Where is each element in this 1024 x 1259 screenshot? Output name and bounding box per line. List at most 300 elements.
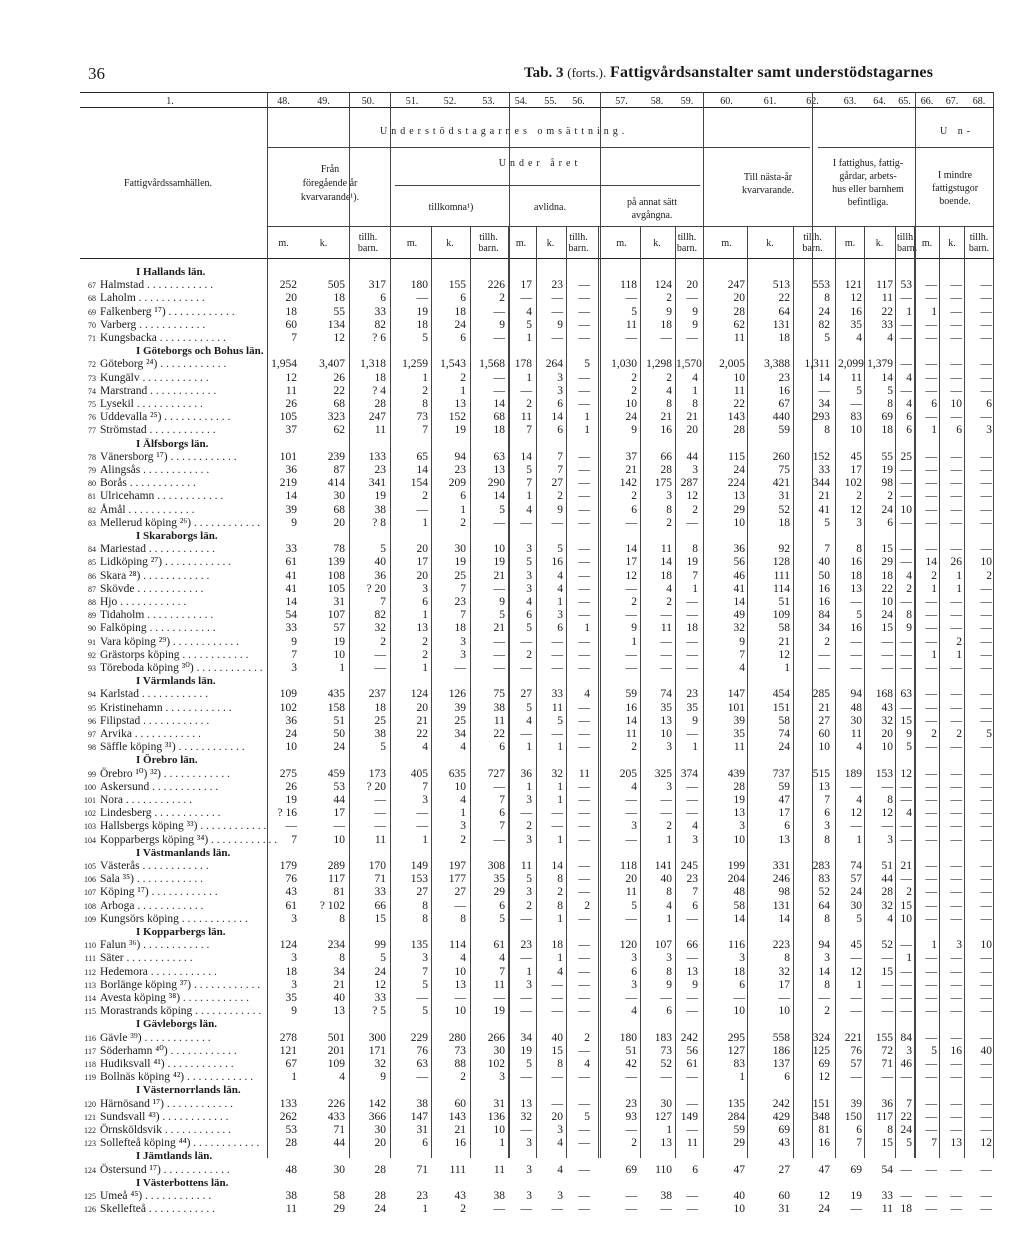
table-cell: 83 <box>733 1058 745 1070</box>
table-cell: 36 <box>881 1097 893 1110</box>
row-number: 86 <box>88 571 96 581</box>
table-cell: 17 <box>778 807 790 820</box>
row-name: Mariestad . . . . . . . . . . . . <box>100 543 215 556</box>
table-cell: — <box>925 912 937 925</box>
table-cell: 1 <box>422 833 428 846</box>
table-cell: 76 <box>416 1044 428 1057</box>
table-cell: 3,388 <box>764 358 790 371</box>
table-cell: 16 <box>625 701 637 714</box>
table-cell: — <box>925 688 937 701</box>
table-cell: 433 <box>327 1110 345 1123</box>
table-cell: 82 <box>374 609 386 622</box>
table-cell: 18 <box>333 292 345 305</box>
table-cell: 69 <box>625 1163 637 1176</box>
table-cell: — <box>900 384 912 397</box>
table-cell: 18 <box>881 424 893 437</box>
table-cell: 1 <box>422 1203 428 1216</box>
table-cell: 9 <box>380 1071 386 1084</box>
table-cell: 7 <box>692 569 698 582</box>
table-cell: 3 <box>422 582 428 595</box>
table-cell: 34 <box>520 1031 532 1044</box>
row-name: Lidköping ²⁷) . . . . . . . . . . . . <box>100 556 232 569</box>
table-cell: 221 <box>844 1031 862 1044</box>
row-name: Uddevalla ²⁵) . . . . . . . . . . . . <box>100 411 231 424</box>
table-cell: — <box>493 833 505 846</box>
table-cell: 10 <box>733 1203 745 1216</box>
table-cell: 121 <box>279 1044 297 1057</box>
table-cell: 27 <box>454 886 466 899</box>
column-divider <box>508 226 509 1158</box>
table-cell: 3 <box>666 741 672 754</box>
table-cell: 2 <box>692 503 698 516</box>
table-cell: 5 <box>986 728 992 740</box>
table-cell: 56 <box>686 1044 698 1057</box>
table-cell: 264 <box>545 358 563 371</box>
table-cell: — <box>551 1071 563 1084</box>
table-cell: 7 <box>824 543 830 556</box>
table-cell: 75 <box>778 464 790 476</box>
table-cell: 5 <box>499 503 505 516</box>
table-cell: 8 <box>557 899 563 912</box>
table-cell: — <box>925 1203 937 1216</box>
table-cell: 20 <box>374 1137 386 1150</box>
row-name: Filipstad . . . . . . . . . . . . <box>100 714 210 727</box>
table-cell: 38 <box>285 1190 297 1202</box>
table-cell: — <box>551 662 563 674</box>
table-cell: — <box>925 701 937 714</box>
section-heading: I Älfsborgs län. <box>136 437 209 450</box>
table-cell: 1 <box>906 305 912 318</box>
table-cell: 31 <box>333 596 345 608</box>
row-number: 108 <box>84 901 96 911</box>
table-cell: 1 <box>557 741 563 754</box>
table-cell: 55 <box>881 450 893 463</box>
table-cell: — <box>493 992 505 1004</box>
table-cell: 7 <box>499 965 505 978</box>
table-cell: 24 <box>778 741 790 754</box>
table-cell: 32 <box>551 767 563 780</box>
table-cell: 5 <box>931 1044 937 1057</box>
table-cell: 158 <box>327 701 345 714</box>
header-tillh: tillh. <box>897 232 916 243</box>
table-cell: 4 <box>499 952 505 965</box>
table-cell: 124 <box>279 939 297 952</box>
table-cell: 6 <box>692 1163 698 1176</box>
table-cell: 300 <box>368 1031 386 1044</box>
tillkomna-header: tillkomna¹) <box>428 202 474 213</box>
table-cell: 283 <box>812 860 830 872</box>
table-cell: 126 <box>448 688 466 701</box>
table-cell: 58 <box>778 622 790 635</box>
table-cell: 10 <box>733 371 745 384</box>
table-cell: 133 <box>368 450 386 463</box>
row-name: Arvika . . . . . . . . . . . . <box>100 728 201 740</box>
table-cell: 11 <box>520 860 532 872</box>
row-name: Skövde . . . . . . . . . . . . <box>100 582 204 595</box>
table-cell: 8 <box>887 398 893 410</box>
table-cell: 13 <box>333 1005 345 1018</box>
table-cell: 8 <box>824 292 830 305</box>
table-cell: 2 <box>526 398 532 410</box>
table-cell: 1 <box>956 582 962 595</box>
table-cell: 142 <box>619 477 637 490</box>
table-cell: 21 <box>454 1124 466 1136</box>
row-name: Lindesberg . . . . . . . . . . . . <box>100 807 221 820</box>
table-cell: 64 <box>818 899 830 912</box>
table-cell: 7 <box>692 886 698 899</box>
till-nasta-header: kvarvarande. <box>742 185 794 196</box>
row-name: Östersund ¹⁷) . . . . . . . . . . . . <box>100 1163 230 1176</box>
section-heading: I Skaraborgs län. <box>136 530 218 542</box>
table-cell: 48 <box>733 886 745 899</box>
table-cell: 6 <box>631 503 637 516</box>
table-cell: 47 <box>733 1163 745 1176</box>
table-cell: — <box>925 1031 937 1044</box>
table-cell: 115 <box>728 450 745 463</box>
table-cell: — <box>925 1097 937 1110</box>
table-cell: 6 <box>784 820 790 833</box>
table-cell: 45 <box>850 450 862 463</box>
table-cell: 5 <box>557 543 563 556</box>
row-number: 78 <box>88 452 96 462</box>
table-cell: 10 <box>900 503 912 516</box>
table-cell: 2 <box>666 371 672 384</box>
mindre-header: boende. <box>939 196 971 207</box>
table-cell: — <box>578 464 590 476</box>
table-cell: 38 <box>660 1190 672 1202</box>
row-name: Falköping . . . . . . . . . . . . <box>100 622 216 635</box>
table-cell: — <box>551 992 563 1004</box>
table-cell: 35 <box>686 701 698 714</box>
table-cell: 60 <box>454 1097 466 1110</box>
table-cell: 26 <box>950 556 962 569</box>
table-cell: 99 <box>374 939 386 952</box>
table-cell: 10 <box>493 543 505 556</box>
column-divider <box>536 226 537 1158</box>
group-header-u: U n- <box>940 126 975 137</box>
table-cell: 33 <box>881 1190 893 1202</box>
table-cell: — <box>778 992 790 1004</box>
table-cell: — <box>733 992 745 1004</box>
table-cell: — <box>551 332 563 344</box>
annat-header: avgångna. <box>631 210 673 221</box>
table-cell: 1 <box>526 741 532 754</box>
table-cell: — <box>520 662 532 674</box>
table-cell: 31 <box>493 1097 505 1110</box>
table-cell: 19 <box>374 490 386 503</box>
table-cell: — <box>578 305 590 318</box>
row-name: Skara ²⁸) . . . . . . . . . . . . <box>100 569 210 582</box>
table-cell: — <box>493 662 505 674</box>
row-number: 77 <box>88 426 96 436</box>
table-subject: Fattigvårdsanstalter samt understödstagarnes <box>609 64 934 81</box>
table-cell: 13 <box>660 714 672 727</box>
column-number: 1. <box>166 96 174 107</box>
table-cell: 69 <box>778 1124 790 1136</box>
table-cell: 9 <box>692 305 698 318</box>
table-cell: — <box>578 912 590 925</box>
table-cell: 34 <box>333 965 345 978</box>
table-cell: 14 <box>778 912 790 925</box>
table-cell: — <box>551 1005 563 1018</box>
table-cell: 1,570 <box>676 358 702 371</box>
table-cell: — <box>520 516 532 529</box>
table-cell: — <box>900 596 912 608</box>
row-number: 98 <box>88 743 96 753</box>
table-cell: — <box>925 1124 937 1136</box>
table-cell: — <box>454 899 466 912</box>
row-number: 125 <box>84 1192 96 1201</box>
table-cell: 84 <box>818 609 830 622</box>
table-cell: — <box>980 292 992 305</box>
row-name: Borås . . . . . . . . . . . . <box>100 477 196 490</box>
table-cell: — <box>625 516 637 529</box>
table-cell: 23 <box>625 1097 637 1110</box>
table-cell: — <box>925 886 937 899</box>
table-cell: 135 <box>727 1097 745 1110</box>
table-cell: 737 <box>772 767 790 780</box>
table-cell: 87 <box>333 464 345 476</box>
table-cell: 7 <box>526 477 532 490</box>
table-cell: — <box>850 398 862 410</box>
table-cell: 105 <box>327 582 345 595</box>
table-cell: 290 <box>487 477 505 490</box>
row-name: Nora . . . . . . . . . . . . <box>100 794 192 806</box>
table-cell: — <box>980 1110 992 1123</box>
table-cell: 21 <box>686 411 698 424</box>
table-cell: — <box>980 1071 992 1084</box>
table-cell: — <box>900 1163 912 1176</box>
table-cell: 414 <box>327 477 345 490</box>
header-tillh: tillh. <box>677 232 697 243</box>
table-cell: 280 <box>448 1031 466 1044</box>
table-cell: 73 <box>660 1044 672 1057</box>
table-cell: 59 <box>778 780 790 793</box>
table-cell: — <box>578 332 590 344</box>
mindre-header: fattigstugor <box>931 183 979 194</box>
table-cell: — <box>925 516 937 529</box>
table-cell: — <box>578 279 590 292</box>
table-cell: 3 <box>557 1124 563 1136</box>
table-cell: 6 <box>460 490 466 503</box>
table-cell: 15 <box>881 965 893 978</box>
table-cell: — <box>416 807 428 820</box>
table-cell: — <box>980 1097 992 1110</box>
table-cell: 7 <box>422 780 428 793</box>
table-cell: 635 <box>448 767 466 780</box>
table-cell: — <box>520 992 532 1004</box>
table-cell: 32 <box>881 714 893 727</box>
table-cell: 4 <box>339 1071 345 1084</box>
table-cell: 3 <box>291 912 297 925</box>
table-cell: 8 <box>339 952 345 965</box>
table-cell: 16 <box>818 596 830 608</box>
table-cell: 41 <box>733 582 745 595</box>
till-nasta-header: Till nästa-år <box>743 172 793 183</box>
table-cell: — <box>625 609 637 622</box>
table-cell: 189 <box>844 767 862 780</box>
row-number: 85 <box>88 558 96 568</box>
column-divider <box>864 226 865 1158</box>
table-cell: 4 <box>631 1005 637 1018</box>
table-cell: 34 <box>818 622 830 635</box>
table-cell: 105 <box>279 411 297 424</box>
table-cell: 7 <box>422 965 428 978</box>
table-cell: — <box>686 609 698 622</box>
table-cell: 7 <box>291 332 297 344</box>
table-cell: — <box>578 318 590 331</box>
table-cell: 33 <box>818 464 830 476</box>
table-cell: — <box>520 1005 532 1018</box>
table-cell: 19 <box>493 1005 505 1018</box>
table-cell: — <box>881 648 893 661</box>
table-cell: 3 <box>291 952 297 965</box>
table-cell: 7 <box>906 1097 912 1110</box>
table-cell: — <box>686 1190 698 1202</box>
table-cell: 247 <box>368 411 386 424</box>
table-cell: 168 <box>875 688 893 701</box>
table-cell: 2 <box>422 635 428 648</box>
table-cell: 19 <box>454 556 466 569</box>
table-cell: 6 <box>422 1137 428 1150</box>
table-cell: 1 <box>526 371 532 384</box>
table-cell: 3 <box>557 371 563 384</box>
table-cell: — <box>980 450 992 463</box>
table-cell: 4 <box>906 807 912 820</box>
table-cell: 11 <box>850 371 862 384</box>
table-cell: — <box>850 992 862 1004</box>
table-cell: — <box>925 873 937 886</box>
table-cell: 101 <box>727 701 745 714</box>
table-cell: 1 <box>460 503 466 516</box>
table-cell: — <box>660 662 672 674</box>
table-cell: 17 <box>778 978 790 991</box>
table-cell: 1,543 <box>440 358 466 371</box>
table-cell: 10 <box>493 1124 505 1136</box>
table-cell: 1 <box>557 912 563 925</box>
table-cell: — <box>950 952 962 965</box>
table-cell: 57 <box>850 873 862 886</box>
table-cell: — <box>686 662 698 674</box>
table-cell: 1 <box>526 332 532 344</box>
table-cell: 8 <box>692 398 698 410</box>
header-k: k. <box>653 238 661 249</box>
row-name: Kungälv . . . . . . . . . . . . <box>100 371 209 384</box>
table-cell: 18 <box>454 622 466 635</box>
table-cell: 98 <box>881 477 893 490</box>
table-cell: 1,379 <box>867 358 893 371</box>
table-cell: 2 <box>824 635 830 648</box>
table-cell: 1 <box>666 912 672 925</box>
table-cell: 1 <box>739 1071 745 1084</box>
table-cell: — <box>493 371 505 384</box>
table-cell: 201 <box>327 1044 345 1057</box>
table-cell: 147 <box>727 688 745 701</box>
table-cell: — <box>980 1124 992 1136</box>
table-cell: 142 <box>368 1097 386 1110</box>
table-cell: 11 <box>625 728 637 740</box>
table-cell: 7 <box>824 794 830 806</box>
table-cell: 21 <box>493 569 505 582</box>
table-cell: 4 <box>526 503 532 516</box>
table-cell: 40 <box>818 556 830 569</box>
table-cell: — <box>980 596 992 608</box>
table-cell: 31 <box>778 1203 790 1216</box>
section-heading: I Hallands län. <box>136 266 206 278</box>
table-cell: 2 <box>631 1137 637 1150</box>
row-number: 89 <box>88 611 96 621</box>
table-cell: 325 <box>654 767 672 780</box>
table-cell: 1 <box>931 939 937 952</box>
row-name: Örebro ¹⁰) ³²) . . . . . . . . . . . . <box>100 767 230 780</box>
table-cell: — <box>950 688 962 701</box>
table-cell: 9 <box>666 305 672 318</box>
table-cell: — <box>980 635 992 648</box>
table-cell: 38 <box>374 728 386 740</box>
row-number: 81 <box>88 492 96 502</box>
table-cell: — <box>660 332 672 344</box>
table-cell: — <box>980 780 992 793</box>
column-number: 57. <box>615 96 628 107</box>
table-cell: — <box>850 820 862 833</box>
table-cell: — <box>578 543 590 556</box>
table-cell: 15 <box>900 714 912 727</box>
table-cell: 32 <box>374 1058 386 1070</box>
table-cell: 3 <box>526 886 532 899</box>
table-cell: 1 <box>557 833 563 846</box>
page-header <box>0 58 1024 88</box>
table-cell: 8 <box>856 543 862 556</box>
table-cell: 278 <box>279 1031 297 1044</box>
table-cell: 8 <box>824 833 830 846</box>
table-cell: 117 <box>328 873 345 886</box>
table-cell: — <box>551 820 563 833</box>
table-cell: — <box>900 318 912 331</box>
table-cell: — <box>578 477 590 490</box>
table-cell: 13 <box>493 464 505 476</box>
table-cell: — <box>925 490 937 503</box>
table-cell: 3,407 <box>319 358 345 371</box>
table-cell: 33 <box>374 305 386 318</box>
row-name: Säffle köping ³¹) . . . . . . . . . . . . <box>100 741 245 754</box>
table-cell: 26 <box>285 780 297 793</box>
table-cell: — <box>980 741 992 754</box>
table-cell: 17 <box>850 464 862 476</box>
table-cell: 28 <box>285 1137 297 1150</box>
table-cell: 127 <box>654 1110 672 1123</box>
row-number: 91 <box>88 637 96 647</box>
table-cell: 38 <box>416 1097 428 1110</box>
table-cell: 11 <box>493 1163 505 1176</box>
table-cell: 43 <box>881 701 893 714</box>
table-cell: — <box>551 648 563 661</box>
table-cell: 114 <box>449 939 466 952</box>
row-number: 68 <box>88 294 96 304</box>
table-cell: — <box>578 728 590 740</box>
table-cell: 21 <box>416 714 428 727</box>
header-m: m. <box>406 238 418 249</box>
table-cell: 6 <box>906 411 912 424</box>
table-cell: 59 <box>778 424 790 437</box>
row-name: Bollnäs köping ⁴²) . . . . . . . . . . . . <box>100 1071 254 1084</box>
table-cell: 18 <box>660 569 672 582</box>
table-cell: 16 <box>950 1044 962 1057</box>
table-cell: 1 <box>631 635 637 648</box>
row-name: Kopparbergs köping ³⁴) . . . . . . . . . . . . <box>100 833 278 846</box>
table-cell: — <box>578 1163 590 1176</box>
table-cell: 8 <box>666 398 672 410</box>
table-cell: — <box>660 609 672 622</box>
